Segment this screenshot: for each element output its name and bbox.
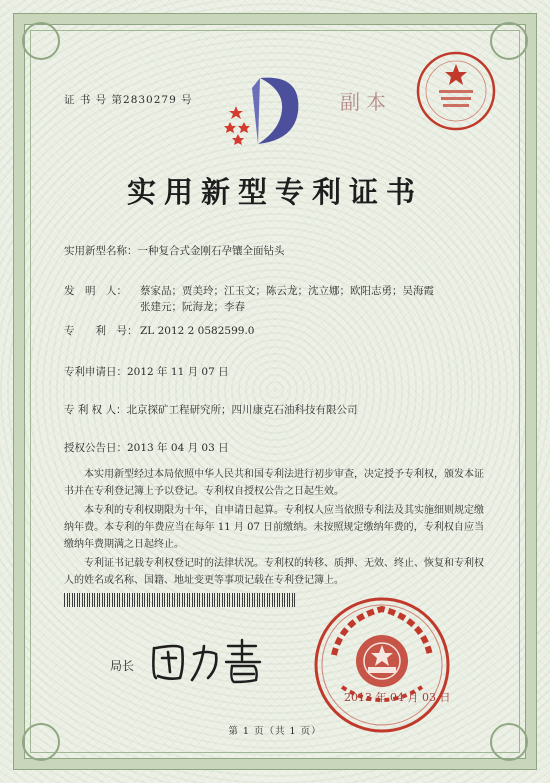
field-value: ZL 2012 2 0582599.0 xyxy=(140,325,255,337)
field-value: 北京探矿工程研究所；四川康克石油科技有限公司 xyxy=(126,404,358,416)
field-utility-model-name xyxy=(64,243,285,259)
certificate-title: 实用新型专利证书 xyxy=(126,175,423,209)
field-application-date xyxy=(64,364,229,380)
field-value: 蔡家品；贾美玲；江玉文；陈云龙；沈立娜；欧阳志勇；吴海霞 xyxy=(140,285,434,297)
field-value: 2012 年 11 月 07 日 xyxy=(127,366,229,378)
field-inventors xyxy=(64,283,434,299)
patent-office-logo-icon xyxy=(222,70,312,150)
field-value: 2013 年 04 月 03 日 xyxy=(127,442,229,454)
field-inventors-continued: 张建元；阮海龙；李春 xyxy=(140,301,245,313)
national-ip-office-seal-icon xyxy=(312,595,452,735)
seal-date: 2013 年 04 月 03 日 xyxy=(344,691,451,704)
paragraph-grant-decision: 本实用新型经过本局依照中华人民共和国专利法进行初步审查，决定授予专利权，颁发本证书并在专利登记簿上予以登记。专利权自授权公告之日起生效。 xyxy=(64,469,484,497)
field-label: 发 明 人： xyxy=(64,285,127,297)
field-label: 实用新型名称： xyxy=(64,245,138,257)
field-grant-date xyxy=(64,440,229,456)
field-label: 授权公告日： xyxy=(64,442,127,454)
official-seal-small-icon xyxy=(415,50,497,132)
barcode xyxy=(64,593,296,607)
page-footer: 第 1 页（共 1 页） xyxy=(228,726,322,737)
field-patent-number xyxy=(64,323,254,339)
field-patentee xyxy=(64,402,358,418)
field-label: 专 利 权 人： xyxy=(64,404,127,416)
field-value: 一种复合式金刚石孕镶全面钻头 xyxy=(137,245,285,257)
paragraph-legal-status: 专利证书记载专利权登记时的法律状况。专利权的转移、质押、无效、终止、恢复和专利权人的姓名或名称、国籍、地址变更等事项记载在专利登记簿上。 xyxy=(64,558,484,586)
paragraph-term-and-fees: 本专利的专利权期限为十年，自申请日起算。专利权人应当依照专利法及其实施细则规定缴纳年费。本专利的年费应当在每年 11 月 07 日前缴纳。未按照规定缴纳年费的，专利权自应当缴纳年费期满之日起终止。 xyxy=(64,505,484,550)
copy-stamp: 副本 xyxy=(340,90,392,114)
director-label: 局长 xyxy=(110,659,135,673)
certificate-number: 证 书 号 第2830279 号 xyxy=(64,94,193,106)
director-signature-icon xyxy=(148,636,278,686)
corner-ornament-icon xyxy=(22,22,60,60)
field-label: 专利申请日： xyxy=(64,366,127,378)
field-label: 专 利 号： xyxy=(64,325,138,337)
